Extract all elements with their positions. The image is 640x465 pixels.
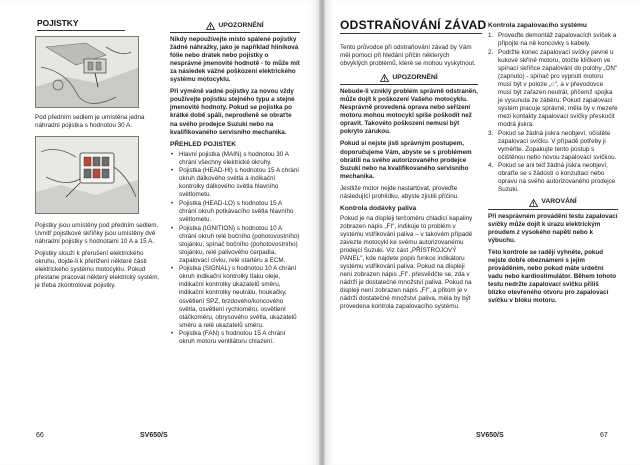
fig2-caption: Pojistky jsou umístěny pod předním sedlem. Uvnitř pojistkové skříňky jsou umístěny dvě náhradní pojistky s hodnotami 10 A a 15 A. bbox=[35, 222, 159, 246]
fuse-item-ignition: • Pojistka (IGNITION) s hodnotou 10 A chrání okruh relé bočního (pohotovostního) stojánku, spínač bočního (pohotovostního) stojánku, relé palivového čerpadla, zapalovací cívku, relé startéru a ECM. bbox=[170, 225, 300, 265]
page-gutter bbox=[319, 0, 325, 465]
fuse-item-fan: • Pojistka (FAN) s hodnotou 15 A chrání okruh motoru ventilátoru chlazení. bbox=[170, 330, 300, 346]
ignition-step: 2. Podržte konec zapalovací svíčky pevně u kukové skříně motoru, otočte klíčkem ve spínací skříňce zapalování do polohy „ON" (zapnuto) - spínač pro vypnutí motoru musí být v poloze „○", a v převodovce musí být zařazen neutrál, přičemž spojka je vysunuta ze záběru. Pokud zapalovací systém pracuje správně, měla by v mezeře mezi kontakty zapalovací svíčky přeskočit modrá jiskra. bbox=[488, 48, 618, 129]
left-warning-title: UPOZORNĚNÍ bbox=[218, 22, 264, 29]
right-warning-title: UPOZORNĚNÍ bbox=[392, 74, 438, 82]
fuel-check-text: Pokud je na displeji terčoměru chladicí kapaliny zobrazen nápis „FI", indikuje to problém v systému vstřikování paliva – v takovém případě zavezte motocykl ke svému autorizovanému prodejci Suzuki. Viz část „PŘÍSTROJOVÝ PANEL", kde najdete popis funkce indikátoru systému vstřikování paliva. Pokud na displeji není zobrazen nápis „FI", přesvědčte se, zda v nádrži je dostatečné množství paliva. Pokud na displeji není zobrazen nápis „FI", a přitom je v nádrži dostatečné množství paliva, měla by být provedena kontrola zapalovacího systému. bbox=[340, 214, 473, 311]
fuse-list bbox=[170, 151, 300, 347]
left-warning-header bbox=[170, 22, 300, 30]
ignition-check-title: Kontrola zapalovacího systému bbox=[488, 22, 587, 29]
left-section-title: POJISTKY bbox=[37, 18, 79, 28]
caution-text-1: Při nesprávném provádění testu zapalovací svíčky může dojít k úrazu elektrickým proudem z vysokého napětí nebo k výbuchu. bbox=[488, 212, 618, 244]
left-warning-rule bbox=[170, 32, 300, 33]
fuse-overview-title: PŘEHLED POJISTEK bbox=[170, 140, 236, 148]
left-warning-text-2: Při výměně vadné pojistky za novou vždy používejte pojistku stejného typu a stejné jmenovité hodnoty. Pokud se pojistka po krátké době spálí, neprodleně se obraťte na svého prodejce Suzuki nebo na kvalifikovaného servisního mechanika. bbox=[170, 88, 295, 136]
right-warning-text-1: Nebude-li vzniklý problém správně odstraněn, může dojít k poškození Vašeho motocyklu. Nesprávně provedená oprava nebo seřízení motoru mohou motocykl spíše poškodit než opravit. Takovéto poškození nemusí být pokryto zárukou. bbox=[340, 88, 478, 136]
fuse-item-head-hi: • Pojistka (HEAD-HI) s hodnotou 15 A chrání okruh dálkového světla a indikační kontrolky dálkového světla hlavního světlometu. bbox=[170, 167, 300, 199]
right-left-column bbox=[340, 44, 478, 315]
fuse-item-signal: • Pojistka (SIGNAL) s hodnotou 10 A chrání okruh indikační kontrolky tlaku oleje, indikační kontrolky ukazatelů směru, indikační kontrolky neutrálu, houkačky, osvětlení SPZ, brzdového/koncového světla, osvětlení rychloměru, osvětlení otáčkoměru, obrysového světla, ukazatelů směru a relé ukazatelů směru. bbox=[170, 265, 300, 329]
fuse-photo-caption bbox=[35, 114, 164, 134]
ignition-step: 1. Proveďte demontáž zapalovacích svíček a připojte na ně koncovky s kabely. bbox=[488, 32, 617, 48]
fuel-check-title: Kontrola dodávky paliva bbox=[340, 204, 417, 212]
right-warning-text-2: Pokud si nejste jisti správným postupem, doporučujeme Vám, abyste se s problémem obrátili na svého autorizovaného prodejce Suzuki nebo na kvalifikovaného servisního mechanika. bbox=[340, 140, 472, 180]
fuse-item-head-lo: • Pojistka (HEAD-LO) s hodnotou 15 A chrání okruh potkávacího světla hlavního světlometu. bbox=[170, 200, 300, 224]
warning-triangle-icon bbox=[529, 199, 538, 207]
caution-header bbox=[488, 198, 618, 206]
fuse-intro: Pojistky slouží k přerušení elektrického okruhu, dojde-li k přetížení některé části elektrického systému motocyklu. Pokud přestane pracovat některý elektrický systém, je třeba zkontrolovat pojistky. bbox=[35, 250, 160, 290]
fuse-box-illustration bbox=[36, 137, 139, 214]
troubleshooting-intro: Tento průvodce při odstraňování závad by Vám měl pomoci při hledání příčin některých obvyklých problémů, které se mohou vyskytnout. bbox=[340, 44, 476, 68]
left-warning-text-1: Nikdy nepoužívejte místo spálené pojistky žádné náhražky, jako je například hliníková fólie nebo drátek nebo pojistky o nesprávné jmenovité hodnotě - to může mít za následek vážné poškození elektrického systému motocyklu. bbox=[170, 36, 300, 84]
engine-note: Jestliže motor nejde nastartovat, proveďte následující prohlídku, abyste zjistili příčinu. bbox=[340, 184, 459, 200]
warning-triangle-icon bbox=[206, 22, 215, 30]
fuse-photo-figure bbox=[35, 36, 139, 108]
warning-triangle-icon bbox=[380, 74, 389, 82]
caution-text-2: Této kontrole se raději vyhněte, pokud nejste dobře obeznámeni s jejím prováděním, nebo pokud máte srdeční vadu nebo kardiostimulátor. Během tohoto testu nedržte zapalovací svíčku příliš blízko otevřeného otvoru pro zapalovací svíčku v bloku motoru. bbox=[488, 248, 617, 304]
right-warning-rule bbox=[340, 84, 478, 85]
left-model-label: SV650/S bbox=[140, 432, 168, 439]
left-lower-text bbox=[35, 222, 164, 294]
fuse-box-under-seat-illustration bbox=[36, 37, 139, 108]
left-page-number: 66 bbox=[36, 432, 44, 439]
right-title-rule bbox=[340, 33, 482, 34]
right-page-number: 67 bbox=[600, 432, 608, 439]
right-section-title: ODSTRAŇOVÁNÍ ZÁVAD bbox=[340, 18, 487, 32]
right-model-label: SV650/S bbox=[476, 432, 504, 439]
fig1-caption: Pod předním sedlem je umístěna jedna náhradní pojistka s hodnotou 30 A. bbox=[35, 114, 145, 130]
right-right-column bbox=[488, 22, 618, 309]
ignition-steps-list bbox=[488, 32, 618, 194]
ignition-step: 3. Pokud se žádná jiskra neobjeví, očistěte zapalovací svíčku. V případě potřeby ji vyměňte. Zopakujte tento postup s očištěnou nebo novou zapalovací svíčkou. bbox=[488, 129, 617, 161]
fuse-item-main: • Hlavní pojistka (MAIN) s hodnotou 30 A chrání všechny elektrické okruhy. bbox=[170, 151, 300, 167]
right-warning-header bbox=[340, 74, 478, 82]
left-right-column bbox=[170, 22, 300, 347]
ignition-step: 4. Pokud se ani teď žádná jiskra neobjeví, obraťte se s žádostí o konzultaci nebo opravu na svého autorizovaného prodejce Suzuki. bbox=[488, 162, 616, 194]
caution-rule bbox=[488, 209, 618, 210]
left-title-rule bbox=[37, 30, 125, 31]
fuse-box-figure bbox=[35, 136, 139, 214]
caution-title: VAROVÁNÍ bbox=[541, 198, 577, 206]
